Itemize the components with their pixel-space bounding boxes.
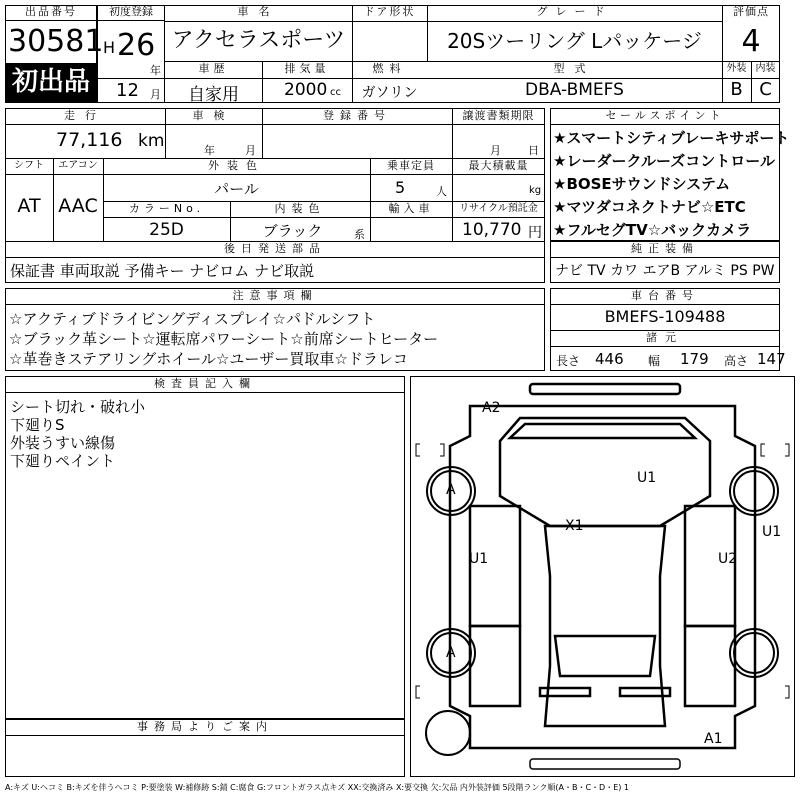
notes-label: 注意事項欄: [232, 289, 318, 302]
int-color: ブラック: [262, 222, 323, 240]
model: DBA-BMEFS: [525, 80, 624, 100]
fuel-label: 燃料: [372, 62, 407, 75]
ext-color: パール: [214, 180, 259, 198]
score-label: 評価点: [733, 5, 769, 18]
sales-point-item: ★レーダークルーズコントロール: [553, 152, 775, 170]
sales-point-item: ★フルセグTV☆バックカメラ: [553, 221, 752, 239]
inspector-line: 下廻りペイント: [10, 452, 116, 470]
inspector-label: 検査員記入欄: [154, 377, 256, 390]
damage-mark-u1-far-right: U1: [762, 524, 782, 540]
import-label: 輸入車: [388, 202, 434, 215]
mileage-unit: km: [138, 131, 165, 151]
month-unit: 月: [150, 88, 161, 101]
office-label: 事務局よりご案内: [137, 720, 273, 733]
color-no: 25D: [149, 220, 184, 240]
int-color-label: 内装色: [274, 202, 326, 215]
model-label: 型式: [553, 62, 596, 75]
legend: A:キズ U:ヘコミ B:キズを伴うヘコミ P:要塗装 W:補修跡 S:錆 C:腐食 G:フロントガラス点キズ XX:交換済み X:要交換 欠:欠品 内外装評価 5段階ランク順(A・B・C・D・E) 1: [5, 783, 630, 792]
max-load-label: 最大積載量: [468, 159, 529, 172]
inspection-month-unit: 月: [245, 144, 256, 157]
damage-mark-u1-hood: U1: [637, 470, 657, 486]
equipment-value: ナビ TV カワ エアB アルミ PS PW: [555, 263, 775, 279]
recycle-unit: 円: [528, 225, 542, 241]
door-label: ドア形状: [363, 5, 416, 18]
deferred-label: 後日発送部品: [224, 242, 326, 255]
transfer-deadline-label: 譲渡書類期限: [462, 109, 535, 122]
fuel: ガソリン: [361, 85, 418, 101]
inspector-box: [5, 376, 405, 719]
lot-number-label: 出品番号: [5, 5, 97, 21]
damage-mark-a2: A2: [482, 400, 501, 416]
damage-mark-a-front-left: A: [446, 482, 456, 498]
inspector-line: 下廻りS: [10, 416, 65, 434]
chassis-label: 車台番号: [631, 289, 699, 302]
exterior-grade-label: 外装: [726, 63, 747, 74]
sales-points-label: セールスポイント: [605, 109, 725, 122]
year-value: 26: [117, 28, 156, 63]
capacity-unit: 人: [436, 185, 447, 198]
era-prefix: H: [103, 38, 116, 57]
interior-grade-label: 内装: [755, 63, 776, 74]
shift-label: シフト: [14, 160, 44, 171]
damage-mark-u2-right: U2: [718, 551, 738, 567]
first-reg-label: 初度登録: [97, 5, 165, 21]
mileage: 77,116: [56, 129, 123, 151]
first-listing-text: 初出品: [11, 67, 90, 97]
chassis-number: BMEFS-109488: [604, 307, 726, 326]
max-load-unit: kg: [529, 185, 542, 196]
displacement: 2000: [284, 80, 328, 100]
ext-color-label: 外装色: [208, 159, 265, 172]
damage-mark-x1: X1: [565, 518, 584, 534]
grade: 20Sツーリング Lパッケージ: [447, 29, 702, 53]
capacity-label: 乗車定員: [387, 159, 435, 172]
exterior-grade: B: [730, 79, 743, 100]
note-line: ☆アクティブドライビングディスプレイ☆パドルシフト: [9, 310, 376, 328]
height: 147: [757, 350, 786, 368]
history: 自家用: [188, 85, 239, 105]
displacement-label: 排気量: [284, 62, 330, 75]
length: 446: [595, 350, 624, 368]
note-line: ☆革巻きステアリングホイール☆ユーザー買取車☆ドラレコ: [9, 350, 408, 368]
grade-label: グレード: [536, 5, 613, 18]
color-no-label: カラーNo.: [128, 202, 205, 215]
car-name: アクセラスポーツ: [171, 28, 346, 53]
shift: AT: [17, 195, 41, 217]
car-name-label: 車名: [237, 5, 280, 18]
height-label: 高さ: [724, 354, 749, 368]
mileage-label: 走行: [64, 109, 106, 122]
inspector-line: シート切れ・破れ小: [10, 398, 146, 416]
deferred: 保証書 車両取説 予備キー ナビロム ナビ取説: [10, 262, 315, 280]
transfer-day-unit: 日: [528, 144, 539, 157]
inspection-year-unit: 年: [204, 144, 215, 157]
length-label: 長さ: [556, 354, 581, 368]
width-label: 幅: [648, 354, 661, 368]
damage-mark-a1: A1: [704, 731, 723, 747]
sales-point-item: ★スマートシティブレーキサポート: [553, 129, 790, 147]
lot-number: 30581: [8, 24, 104, 59]
reg-number-label: 登録番号: [323, 109, 391, 122]
aircon-label: エアコン: [58, 160, 98, 171]
capacity: 5: [395, 178, 406, 197]
history-label: 車歴: [198, 62, 229, 75]
interior-grade: C: [759, 79, 772, 100]
transfer-month-unit: 月: [490, 144, 501, 157]
damage-mark-u1-left: U1: [469, 551, 489, 567]
aircon: AAC: [58, 195, 98, 217]
year-unit: 年: [150, 64, 161, 77]
recycle-label: リサイクル預託金: [459, 203, 538, 214]
inspection-label: 車検: [192, 109, 235, 122]
inspector-line: 外装うすい線傷: [10, 434, 116, 452]
displacement-unit: cc: [330, 87, 341, 98]
sales-point-item: ★マツダコネクトナビ☆ETC: [553, 198, 746, 216]
car-diagram: [410, 376, 795, 777]
int-color-suffix: 系: [354, 228, 365, 241]
dims-label: 諸元: [646, 331, 684, 344]
sales-point-item: ★BOSEサウンドシステム: [553, 175, 731, 193]
damage-mark-a-rear-left: A: [446, 645, 456, 661]
note-line: ☆ブラック革シート☆運転席パワーシート☆前席シートヒーター: [9, 330, 439, 348]
equipment-label: 純正装備: [631, 242, 699, 255]
width: 179: [680, 350, 709, 368]
recycle: 10,770: [462, 220, 522, 240]
month-value: 12: [116, 80, 139, 101]
score: 4: [741, 24, 761, 59]
